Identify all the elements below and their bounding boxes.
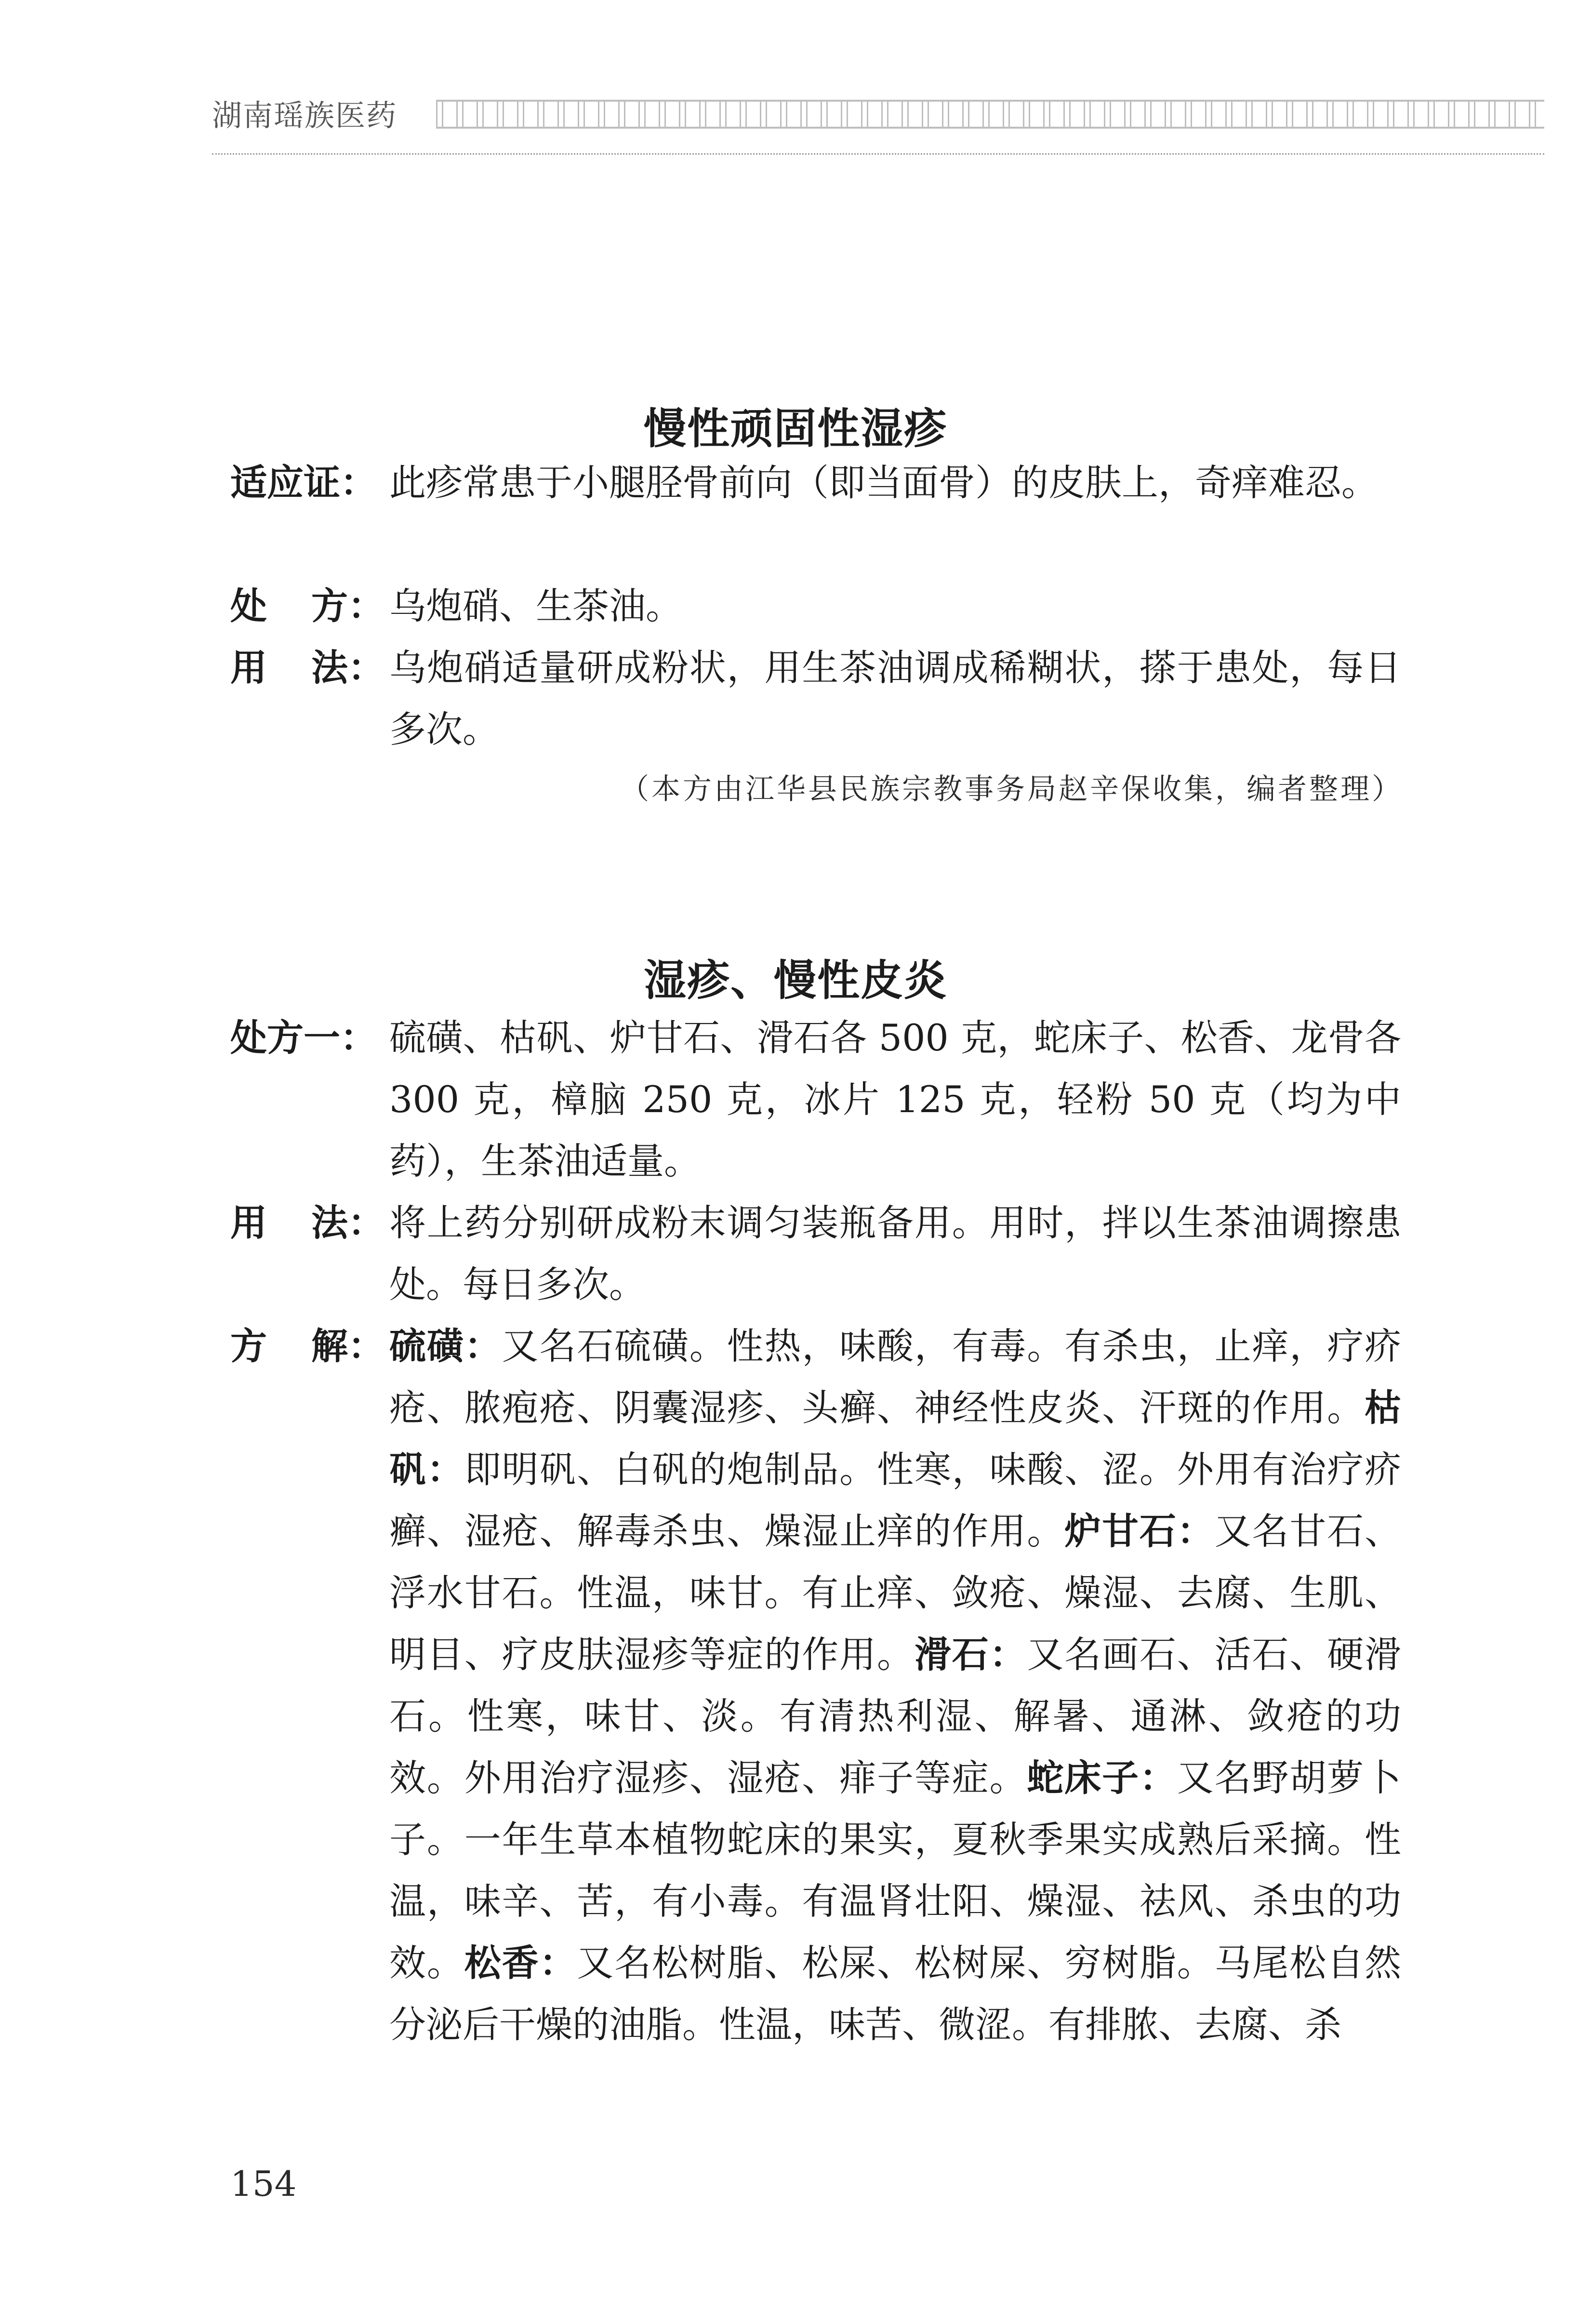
label-explanation: 方 解：: [230, 1325, 384, 1368]
text-prescription-1: 硫磺、枯矾、炉甘石、滑石各 500 克，蛇床子、松香、龙骨各 300 克，樟脑 250 克，冰片 125 克，轻粉 50 克（均为中药），生茶油适量。: [389, 1016, 1401, 1182]
text-prescription: 乌炮硝、生茶油。: [389, 584, 682, 627]
term-songxiang: 松香：: [464, 1941, 577, 1984]
entry-explanation: [230, 1315, 1401, 2056]
desc-luganshi: 又名甘石、浮水甘石。性温，味甘。有止痒、敛疮、燥湿、去腐、生肌、明目、疗皮肤湿疹等症的作用。: [389, 1510, 1402, 1676]
label-prescription-1: 处方一：: [230, 1016, 377, 1059]
term-kufan: 枯矾：: [389, 1386, 1401, 1491]
source-note: （本方由江华县民族宗教事务局赵辛保收集，编者整理）: [620, 772, 1403, 806]
text-usage: 乌炮硝适量研成粉状，用生茶油调成稀糊状，搽于患处，每日多次。: [389, 646, 1401, 751]
running-header-title: 湖南瑶族医药: [212, 98, 398, 133]
label-indication: 适应证：: [230, 461, 377, 504]
label-prescription: 处 方：: [230, 584, 384, 627]
term-liuhuang: 硫磺：: [389, 1325, 502, 1368]
text-indication: 此疹常患于小腿胫骨前向（即当面骨）的皮肤上，奇痒难忍。: [389, 461, 1378, 504]
section-title-eczema-dermatitis: 湿疹、慢性皮炎: [643, 955, 947, 1005]
entry-prescription-1: [230, 1007, 1401, 1192]
text-explanation: [389, 1315, 1401, 2056]
desc-huashi: 又名画石、活石、硬滑石。性寒，味甘、淡。有清热利湿、解暑、通淋、敛疮的功效。外用治疗湿疹、湿疮、痱子等症。: [389, 1633, 1402, 1799]
header-rule: [212, 153, 1544, 155]
header-ornament-border: [436, 100, 1544, 129]
label-usage-2: 用 法：: [230, 1201, 384, 1244]
page-number: 154: [230, 2164, 297, 2204]
desc-liuhuang: 又名石硫磺。性热，味酸，有毒。有杀虫，止痒，疗疥疮、脓疱疮、阴囊湿疹、头癣、神经性皮炎、汗斑的作用。: [389, 1325, 1402, 1429]
entry-usage: [230, 637, 1401, 760]
entry-indication: [230, 452, 1401, 514]
term-luganshi: 炉甘石：: [1064, 1510, 1215, 1553]
term-shechuangzi: 蛇床子：: [1027, 1756, 1177, 1799]
desc-songxiang: 又名松树脂、松屎、松树屎、穷树脂。马尾松自然分泌后干燥的油脂。性温，味苦、微涩。有排脓、去腐、杀: [389, 1941, 1402, 2046]
entry-usage-2: [230, 1192, 1401, 1315]
desc-shechuangzi: 又名野胡萝卜子。一年生草本植物蛇床的果实，夏秋季果实成熟后采摘。性温，味辛、苦，有小毒。有温肾壮阳、燥湿、祛风、杀虫的功效。: [389, 1756, 1402, 1984]
desc-kufan: 即明矾、白矾的炮制品。性寒，味酸、涩。外用有治疗疥癣、湿疮、解毒杀虫、燥湿止痒的作用。: [389, 1448, 1402, 1553]
section-title-chronic-eczema: 慢性顽固性湿疹: [643, 403, 947, 453]
label-usage: 用 法：: [230, 646, 384, 689]
entry-prescription: [230, 575, 1401, 637]
text-usage-2: 将上药分别研成粉末调匀装瓶备用。用时，拌以生茶油调擦患处。每日多次。: [389, 1201, 1401, 1306]
term-huashi: 滑石：: [914, 1633, 1027, 1676]
